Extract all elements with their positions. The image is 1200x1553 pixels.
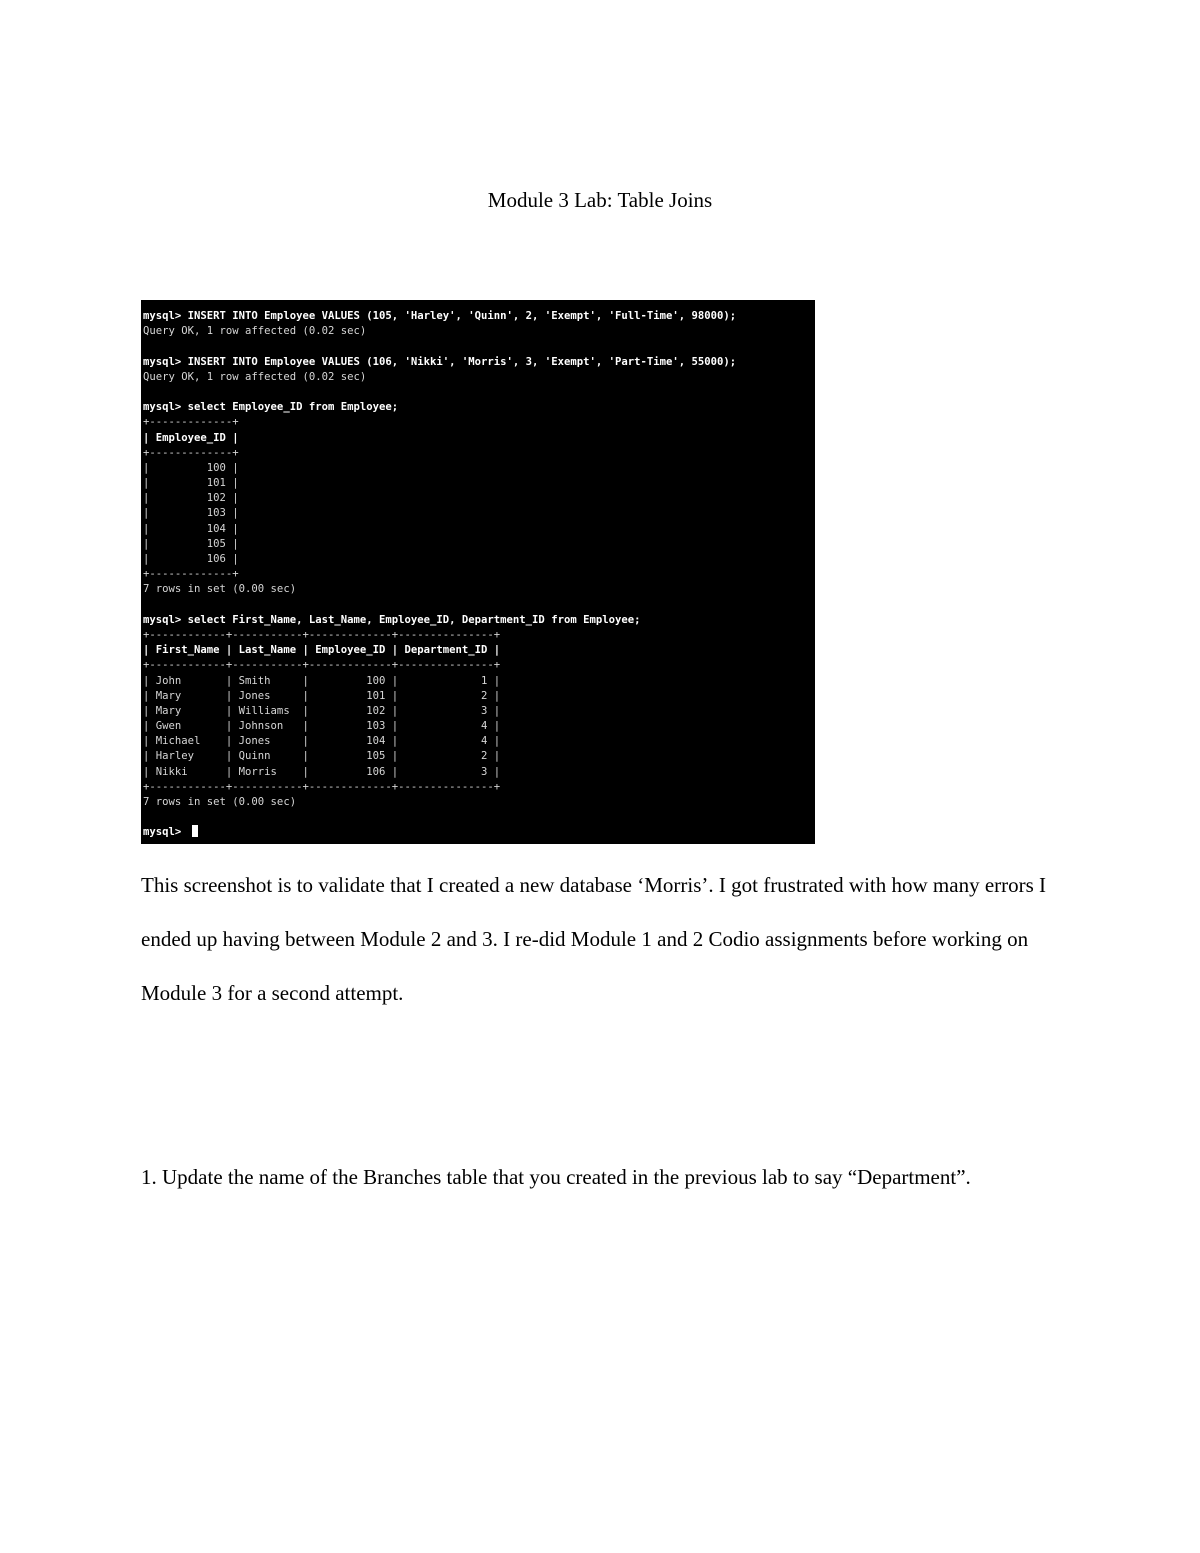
terminal-line: Query OK, 1 row affected (0.02 sec)	[143, 370, 367, 383]
terminal-line	[143, 385, 813, 400]
terminal-line: | 106 |	[143, 553, 239, 565]
terminal-line: | First_Name | Last_Name | Employee_ID | Department_ID |	[143, 644, 501, 657]
numbered-instruction: 1. Update the name of the Branches table that you created in the previous lab to say “Department”.	[141, 1165, 971, 1189]
terminal-line: +------------+-----------+-------------+---------------+	[143, 780, 501, 793]
terminal-line: | Mary | Williams | 102 | 3 |	[143, 704, 501, 717]
terminal-line: | 104 |	[143, 522, 239, 535]
document-title: Module 3 Lab: Table Joins	[487, 188, 713, 212]
terminal-line: mysql> select First_Name, Last_Name, Employee_ID, Department_ID from Employee;	[143, 613, 641, 626]
terminal-line: | 101 |	[143, 477, 239, 490]
terminal-cursor	[192, 825, 198, 837]
terminal-line: 7 rows in set (0.00 sec)	[143, 796, 297, 808]
terminal-line: +------------+-----------+-------------+---------------+	[143, 628, 501, 641]
terminal-line: mysql> INSERT INTO Employee VALUES (106, 'Nikki', 'Morris', 3, 'Exempt', 'Part-Time', 55000);	[143, 355, 737, 368]
terminal-line: | 105 |	[143, 537, 239, 550]
terminal-screenshot	[141, 300, 815, 844]
terminal-line	[143, 598, 813, 613]
terminal-line: | John | Smith | 100 | 1 |	[143, 674, 501, 687]
terminal-line: mysql>	[143, 825, 813, 840]
terminal-line: | 103 |	[143, 507, 239, 520]
terminal-line: +------------+-----------+-------------+---------------+	[143, 659, 501, 672]
terminal-line: | Gwen | Johnson | 103 | 4 |	[143, 720, 501, 733]
terminal-line: +-------------+	[143, 446, 239, 459]
terminal-line	[143, 339, 813, 354]
terminal-line: 7 rows in set (0.00 sec)	[143, 583, 297, 596]
terminal-line: | Mary | Jones | 101 | 2 |	[143, 689, 501, 702]
terminal-line: | Michael | Jones | 104 | 4 |	[143, 735, 501, 748]
terminal-line: | 100 |	[143, 461, 239, 474]
terminal-line: | Employee_ID |	[143, 431, 239, 444]
terminal-output	[143, 309, 813, 841]
terminal-line: mysql> select Employee_ID from Employee;	[143, 401, 399, 414]
terminal-line	[143, 810, 813, 825]
terminal-line: +-------------+	[143, 416, 239, 429]
terminal-line: | 102 |	[143, 492, 239, 505]
terminal-line: Query OK, 1 row affected (0.02 sec)	[143, 325, 367, 338]
body-paragraph: This screenshot is to validate that I created a new database ‘Morris’. I got frustrated with how many errors I ended up having between Module 2 and 3. I re-did Module 1 and 2 Codio assignments before working on Module 3 for a second attempt.	[141, 873, 1047, 1005]
terminal-line: | Nikki | Morris | 106 | 3 |	[143, 765, 501, 778]
terminal-line: mysql> INSERT INTO Employee VALUES (105, 'Harley', 'Quinn', 2, 'Exempt', 'Full-Time', 98000);	[143, 310, 737, 322]
terminal-line: +-------------+	[143, 568, 239, 581]
terminal-line: | Harley | Quinn | 105 | 2 |	[143, 750, 501, 763]
